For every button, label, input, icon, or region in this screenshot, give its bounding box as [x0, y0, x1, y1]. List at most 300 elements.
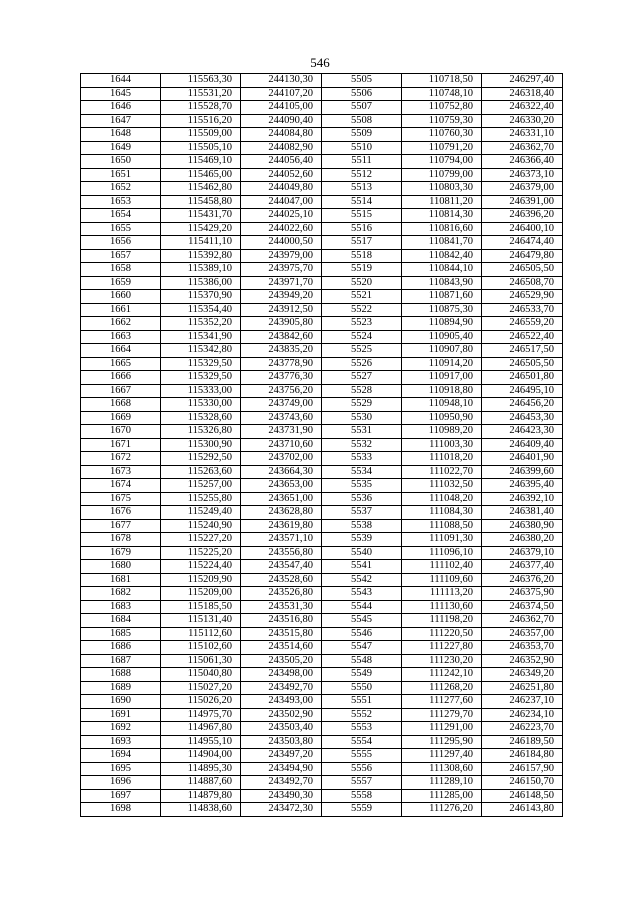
x-coordinate-right: 111198,20 — [402, 614, 482, 628]
table-row — [81, 344, 563, 358]
y-coordinate-right: 246474,40 — [482, 236, 563, 250]
y-coordinate-left: 243842,60 — [241, 330, 322, 344]
y-coordinate-right: 246362,70 — [482, 141, 563, 155]
table-row — [81, 195, 563, 209]
coordinates-table — [80, 73, 563, 817]
point-id-left: 1694 — [81, 749, 161, 763]
point-id-right: 5516 — [322, 222, 402, 236]
point-id-right: 5546 — [322, 627, 402, 641]
point-id-right: 5557 — [322, 776, 402, 790]
point-id-right: 5552 — [322, 708, 402, 722]
point-id-left: 1662 — [81, 317, 161, 331]
table-row — [81, 708, 563, 722]
x-coordinate-left: 115458,80 — [161, 195, 241, 209]
x-coordinate-left: 114879,80 — [161, 789, 241, 803]
x-coordinate-left: 115227,20 — [161, 533, 241, 547]
x-coordinate-right: 110748,10 — [402, 87, 482, 101]
y-coordinate-right: 246396,20 — [482, 209, 563, 223]
point-id-left: 1688 — [81, 668, 161, 682]
point-id-right: 5539 — [322, 533, 402, 547]
x-coordinate-right: 111279,70 — [402, 708, 482, 722]
x-coordinate-right: 110917,00 — [402, 371, 482, 385]
point-id-right: 5543 — [322, 587, 402, 601]
y-coordinate-left: 244047,00 — [241, 195, 322, 209]
point-id-left: 1689 — [81, 681, 161, 695]
x-coordinate-left: 115328,60 — [161, 411, 241, 425]
y-coordinate-right: 246533,70 — [482, 303, 563, 317]
y-coordinate-left: 243515,80 — [241, 627, 322, 641]
x-coordinate-left: 115240,90 — [161, 519, 241, 533]
x-coordinate-right: 111096,10 — [402, 546, 482, 560]
x-coordinate-right: 111088,50 — [402, 519, 482, 533]
x-coordinate-right: 110894,90 — [402, 317, 482, 331]
point-id-right: 5538 — [322, 519, 402, 533]
point-id-right: 5556 — [322, 762, 402, 776]
table-row — [81, 627, 563, 641]
x-coordinate-right: 111230,20 — [402, 654, 482, 668]
point-id-left: 1663 — [81, 330, 161, 344]
x-coordinate-right: 110905,40 — [402, 330, 482, 344]
y-coordinate-right: 246322,40 — [482, 101, 563, 115]
x-coordinate-right: 110871,60 — [402, 290, 482, 304]
x-coordinate-left: 115209,00 — [161, 587, 241, 601]
point-id-left: 1695 — [81, 762, 161, 776]
point-id-right: 5549 — [322, 668, 402, 682]
x-coordinate-right: 110989,20 — [402, 425, 482, 439]
point-id-right: 5528 — [322, 384, 402, 398]
table-row — [81, 492, 563, 506]
y-coordinate-left: 243505,20 — [241, 654, 322, 668]
x-coordinate-left: 115333,00 — [161, 384, 241, 398]
y-coordinate-right: 246423,30 — [482, 425, 563, 439]
y-coordinate-left: 244130,30 — [241, 74, 322, 88]
y-coordinate-left: 244082,90 — [241, 141, 322, 155]
y-coordinate-left: 243949,20 — [241, 290, 322, 304]
point-id-left: 1681 — [81, 573, 161, 587]
y-coordinate-right: 246495,10 — [482, 384, 563, 398]
table-row — [81, 155, 563, 169]
y-coordinate-left: 243905,80 — [241, 317, 322, 331]
x-coordinate-right: 110842,40 — [402, 249, 482, 263]
point-id-right: 5558 — [322, 789, 402, 803]
y-coordinate-left: 243835,20 — [241, 344, 322, 358]
point-id-right: 5524 — [322, 330, 402, 344]
point-id-left: 1672 — [81, 452, 161, 466]
point-id-right: 5506 — [322, 87, 402, 101]
point-id-right: 5553 — [322, 722, 402, 736]
x-coordinate-left: 115431,70 — [161, 209, 241, 223]
x-coordinate-right: 111032,50 — [402, 479, 482, 493]
x-coordinate-left: 115255,80 — [161, 492, 241, 506]
x-coordinate-left: 115469,10 — [161, 155, 241, 169]
y-coordinate-left: 244105,00 — [241, 101, 322, 115]
y-coordinate-left: 244000,50 — [241, 236, 322, 250]
point-id-left: 1698 — [81, 803, 161, 817]
y-coordinate-left: 244022,60 — [241, 222, 322, 236]
table-row — [81, 168, 563, 182]
y-coordinate-left: 243975,70 — [241, 263, 322, 277]
x-coordinate-left: 115257,00 — [161, 479, 241, 493]
table-row — [81, 371, 563, 385]
y-coordinate-right: 246251,80 — [482, 681, 563, 695]
table-row — [81, 735, 563, 749]
coordinates-table-body — [81, 74, 563, 817]
y-coordinate-right: 246143,80 — [482, 803, 563, 817]
y-coordinate-right: 246349,20 — [482, 668, 563, 682]
table-row — [81, 438, 563, 452]
x-coordinate-right: 111308,60 — [402, 762, 482, 776]
y-coordinate-right: 246399,60 — [482, 465, 563, 479]
point-id-left: 1693 — [81, 735, 161, 749]
y-coordinate-right: 246453,30 — [482, 411, 563, 425]
point-id-right: 5505 — [322, 74, 402, 88]
x-coordinate-right: 110803,30 — [402, 182, 482, 196]
y-coordinate-right: 246362,70 — [482, 614, 563, 628]
point-id-right: 5527 — [322, 371, 402, 385]
table-row — [81, 762, 563, 776]
x-coordinate-left: 115509,00 — [161, 128, 241, 142]
table-row — [81, 722, 563, 736]
y-coordinate-right: 246379,10 — [482, 546, 563, 560]
point-id-left: 1658 — [81, 263, 161, 277]
x-coordinate-left: 115249,40 — [161, 506, 241, 520]
table-row — [81, 209, 563, 223]
point-id-right: 5533 — [322, 452, 402, 466]
x-coordinate-left: 115027,20 — [161, 681, 241, 695]
x-coordinate-left: 115370,90 — [161, 290, 241, 304]
x-coordinate-left: 115224,40 — [161, 560, 241, 574]
x-coordinate-right: 110950,90 — [402, 411, 482, 425]
y-coordinate-left: 243547,40 — [241, 560, 322, 574]
y-coordinate-left: 243971,70 — [241, 276, 322, 290]
point-id-right: 5529 — [322, 398, 402, 412]
point-id-left: 1652 — [81, 182, 161, 196]
y-coordinate-left: 243979,00 — [241, 249, 322, 263]
x-coordinate-left: 115429,20 — [161, 222, 241, 236]
point-id-left: 1661 — [81, 303, 161, 317]
point-id-right: 5526 — [322, 357, 402, 371]
x-coordinate-right: 111113,20 — [402, 587, 482, 601]
y-coordinate-right: 246380,90 — [482, 519, 563, 533]
y-coordinate-right: 246148,50 — [482, 789, 563, 803]
x-coordinate-right: 111242,10 — [402, 668, 482, 682]
x-coordinate-left: 115292,50 — [161, 452, 241, 466]
x-coordinate-left: 114967,80 — [161, 722, 241, 736]
y-coordinate-right: 246479,80 — [482, 249, 563, 263]
y-coordinate-right: 246184,80 — [482, 749, 563, 763]
page-number: 546 — [310, 55, 330, 70]
table-row — [81, 236, 563, 250]
y-coordinate-left: 244049,80 — [241, 182, 322, 196]
x-coordinate-right: 111091,30 — [402, 533, 482, 547]
y-coordinate-right: 246189,50 — [482, 735, 563, 749]
y-coordinate-right: 246377,40 — [482, 560, 563, 574]
point-id-right: 5509 — [322, 128, 402, 142]
x-coordinate-left: 115505,10 — [161, 141, 241, 155]
point-id-right: 5521 — [322, 290, 402, 304]
point-id-right: 5525 — [322, 344, 402, 358]
x-coordinate-left: 115465,00 — [161, 168, 241, 182]
x-coordinate-right: 111018,20 — [402, 452, 482, 466]
point-id-left: 1674 — [81, 479, 161, 493]
table-row — [81, 587, 563, 601]
x-coordinate-right: 111285,00 — [402, 789, 482, 803]
y-coordinate-left: 243531,30 — [241, 600, 322, 614]
table-row — [81, 479, 563, 493]
point-id-left: 1665 — [81, 357, 161, 371]
x-coordinate-left: 115131,40 — [161, 614, 241, 628]
table-row — [81, 465, 563, 479]
table-row — [81, 695, 563, 709]
y-coordinate-right: 246391,00 — [482, 195, 563, 209]
y-coordinate-left: 243778,90 — [241, 357, 322, 371]
y-coordinate-left: 243912,50 — [241, 303, 322, 317]
x-coordinate-right: 111130,60 — [402, 600, 482, 614]
table-row — [81, 357, 563, 371]
point-id-left: 1691 — [81, 708, 161, 722]
table-row — [81, 546, 563, 560]
table-row — [81, 668, 563, 682]
table-row — [81, 411, 563, 425]
table-row — [81, 573, 563, 587]
point-id-right: 5545 — [322, 614, 402, 628]
x-coordinate-left: 115102,60 — [161, 641, 241, 655]
x-coordinate-right: 111268,20 — [402, 681, 482, 695]
y-coordinate-left: 244084,80 — [241, 128, 322, 142]
point-id-right: 5559 — [322, 803, 402, 817]
y-coordinate-left: 243472,30 — [241, 803, 322, 817]
table-row — [81, 749, 563, 763]
x-coordinate-left: 115563,30 — [161, 74, 241, 88]
point-id-right: 5530 — [322, 411, 402, 425]
point-id-left: 1687 — [81, 654, 161, 668]
x-coordinate-left: 115342,80 — [161, 344, 241, 358]
x-coordinate-left: 115185,50 — [161, 600, 241, 614]
point-id-left: 1673 — [81, 465, 161, 479]
table-row — [81, 452, 563, 466]
x-coordinate-right: 110752,80 — [402, 101, 482, 115]
y-coordinate-left: 243651,00 — [241, 492, 322, 506]
x-coordinate-right: 111022,70 — [402, 465, 482, 479]
x-coordinate-left: 115209,90 — [161, 573, 241, 587]
point-id-left: 1683 — [81, 600, 161, 614]
point-id-right: 5540 — [322, 546, 402, 560]
y-coordinate-left: 243498,00 — [241, 668, 322, 682]
point-id-left: 1651 — [81, 168, 161, 182]
x-coordinate-left: 115112,60 — [161, 627, 241, 641]
y-coordinate-left: 243653,00 — [241, 479, 322, 493]
table-row — [81, 317, 563, 331]
y-coordinate-right: 246375,90 — [482, 587, 563, 601]
point-id-right: 5522 — [322, 303, 402, 317]
table-row — [81, 641, 563, 655]
point-id-right: 5514 — [322, 195, 402, 209]
y-coordinate-right: 246331,10 — [482, 128, 563, 142]
y-coordinate-right: 246395,40 — [482, 479, 563, 493]
x-coordinate-left: 115061,30 — [161, 654, 241, 668]
point-id-right: 5541 — [322, 560, 402, 574]
y-coordinate-right: 246150,70 — [482, 776, 563, 790]
x-coordinate-left: 115300,90 — [161, 438, 241, 452]
point-id-left: 1659 — [81, 276, 161, 290]
point-id-right: 5511 — [322, 155, 402, 169]
point-id-right: 5542 — [322, 573, 402, 587]
y-coordinate-left: 243776,30 — [241, 371, 322, 385]
point-id-left: 1679 — [81, 546, 161, 560]
x-coordinate-right: 110875,30 — [402, 303, 482, 317]
x-coordinate-right: 111297,40 — [402, 749, 482, 763]
point-id-left: 1656 — [81, 236, 161, 250]
point-id-left: 1654 — [81, 209, 161, 223]
point-id-left: 1670 — [81, 425, 161, 439]
table-row — [81, 506, 563, 520]
point-id-left: 1660 — [81, 290, 161, 304]
x-coordinate-right: 110841,70 — [402, 236, 482, 250]
table-row — [81, 600, 563, 614]
point-id-right: 5507 — [322, 101, 402, 115]
x-coordinate-left: 114975,70 — [161, 708, 241, 722]
x-coordinate-left: 115326,80 — [161, 425, 241, 439]
table-row — [81, 681, 563, 695]
point-id-right: 5547 — [322, 641, 402, 655]
x-coordinate-left: 115528,70 — [161, 101, 241, 115]
y-coordinate-right: 246376,20 — [482, 573, 563, 587]
x-coordinate-right: 111048,20 — [402, 492, 482, 506]
y-coordinate-right: 246517,50 — [482, 344, 563, 358]
y-coordinate-right: 246456,20 — [482, 398, 563, 412]
y-coordinate-right: 246297,40 — [482, 74, 563, 88]
point-id-left: 1653 — [81, 195, 161, 209]
point-id-left: 1680 — [81, 560, 161, 574]
x-coordinate-left: 115330,00 — [161, 398, 241, 412]
point-id-left: 1645 — [81, 87, 161, 101]
x-coordinate-right: 110918,80 — [402, 384, 482, 398]
x-coordinate-right: 111295,90 — [402, 735, 482, 749]
x-coordinate-left: 115516,20 — [161, 114, 241, 128]
x-coordinate-right: 110791,20 — [402, 141, 482, 155]
y-coordinate-left: 243528,60 — [241, 573, 322, 587]
point-id-left: 1684 — [81, 614, 161, 628]
table-row — [81, 803, 563, 817]
point-id-right: 5544 — [322, 600, 402, 614]
x-coordinate-right: 110718,50 — [402, 74, 482, 88]
y-coordinate-left: 243503,80 — [241, 735, 322, 749]
y-coordinate-left: 243497,20 — [241, 749, 322, 763]
x-coordinate-left: 115329,50 — [161, 357, 241, 371]
table-row — [81, 425, 563, 439]
y-coordinate-left: 243514,60 — [241, 641, 322, 655]
point-id-right: 5537 — [322, 506, 402, 520]
y-coordinate-left: 243492,70 — [241, 681, 322, 695]
y-coordinate-left: 244090,40 — [241, 114, 322, 128]
point-id-right: 5536 — [322, 492, 402, 506]
x-coordinate-right: 111276,20 — [402, 803, 482, 817]
x-coordinate-right: 110799,00 — [402, 168, 482, 182]
point-id-right: 5531 — [322, 425, 402, 439]
table-row — [81, 330, 563, 344]
y-coordinate-left: 243502,90 — [241, 708, 322, 722]
x-coordinate-right: 111102,40 — [402, 560, 482, 574]
x-coordinate-right: 110811,20 — [402, 195, 482, 209]
y-coordinate-left: 243743,60 — [241, 411, 322, 425]
x-coordinate-right: 110914,20 — [402, 357, 482, 371]
x-coordinate-left: 114838,60 — [161, 803, 241, 817]
y-coordinate-right: 246522,40 — [482, 330, 563, 344]
x-coordinate-left: 114904,00 — [161, 749, 241, 763]
y-coordinate-right: 246357,00 — [482, 627, 563, 641]
y-coordinate-left: 243571,10 — [241, 533, 322, 547]
y-coordinate-right: 246353,70 — [482, 641, 563, 655]
y-coordinate-left: 243710,60 — [241, 438, 322, 452]
x-coordinate-right: 111220,50 — [402, 627, 482, 641]
y-coordinate-right: 246380,20 — [482, 533, 563, 547]
y-coordinate-right: 246505,50 — [482, 357, 563, 371]
x-coordinate-left: 115225,20 — [161, 546, 241, 560]
point-id-left: 1676 — [81, 506, 161, 520]
x-coordinate-right: 110844,10 — [402, 263, 482, 277]
y-coordinate-right: 246409,40 — [482, 438, 563, 452]
x-coordinate-left: 115329,50 — [161, 371, 241, 385]
point-id-left: 1690 — [81, 695, 161, 709]
table-row — [81, 654, 563, 668]
x-coordinate-right: 110794,00 — [402, 155, 482, 169]
table-row — [81, 87, 563, 101]
point-id-left: 1692 — [81, 722, 161, 736]
point-id-left: 1686 — [81, 641, 161, 655]
point-id-left: 1657 — [81, 249, 161, 263]
table-row — [81, 222, 563, 236]
point-id-right: 5550 — [322, 681, 402, 695]
y-coordinate-right: 246366,40 — [482, 155, 563, 169]
y-coordinate-right: 246392,10 — [482, 492, 563, 506]
x-coordinate-right: 111109,60 — [402, 573, 482, 587]
y-coordinate-right: 246505,50 — [482, 263, 563, 277]
point-id-right: 5513 — [322, 182, 402, 196]
point-id-right: 5515 — [322, 209, 402, 223]
point-id-right: 5535 — [322, 479, 402, 493]
point-id-left: 1649 — [81, 141, 161, 155]
y-coordinate-right: 246330,20 — [482, 114, 563, 128]
point-id-right: 5551 — [322, 695, 402, 709]
y-coordinate-right: 246400,10 — [482, 222, 563, 236]
y-coordinate-left: 244056,40 — [241, 155, 322, 169]
y-coordinate-right: 246508,70 — [482, 276, 563, 290]
point-id-right: 5534 — [322, 465, 402, 479]
table-row — [81, 776, 563, 790]
table-row — [81, 789, 563, 803]
table-row — [81, 182, 563, 196]
point-id-left: 1685 — [81, 627, 161, 641]
x-coordinate-left: 115392,80 — [161, 249, 241, 263]
y-coordinate-right: 246157,90 — [482, 762, 563, 776]
y-coordinate-left: 243492,70 — [241, 776, 322, 790]
x-coordinate-right: 111289,10 — [402, 776, 482, 790]
x-coordinate-left: 115040,80 — [161, 668, 241, 682]
y-coordinate-left: 244025,10 — [241, 209, 322, 223]
table-row — [81, 560, 563, 574]
table-row — [81, 398, 563, 412]
table-row — [81, 290, 563, 304]
point-id-left: 1650 — [81, 155, 161, 169]
table-row — [81, 249, 563, 263]
table-row — [81, 74, 563, 88]
point-id-left: 1671 — [81, 438, 161, 452]
point-id-right: 5510 — [322, 141, 402, 155]
y-coordinate-right: 246501,80 — [482, 371, 563, 385]
y-coordinate-right: 246529,90 — [482, 290, 563, 304]
point-id-left: 1697 — [81, 789, 161, 803]
x-coordinate-left: 115263,60 — [161, 465, 241, 479]
